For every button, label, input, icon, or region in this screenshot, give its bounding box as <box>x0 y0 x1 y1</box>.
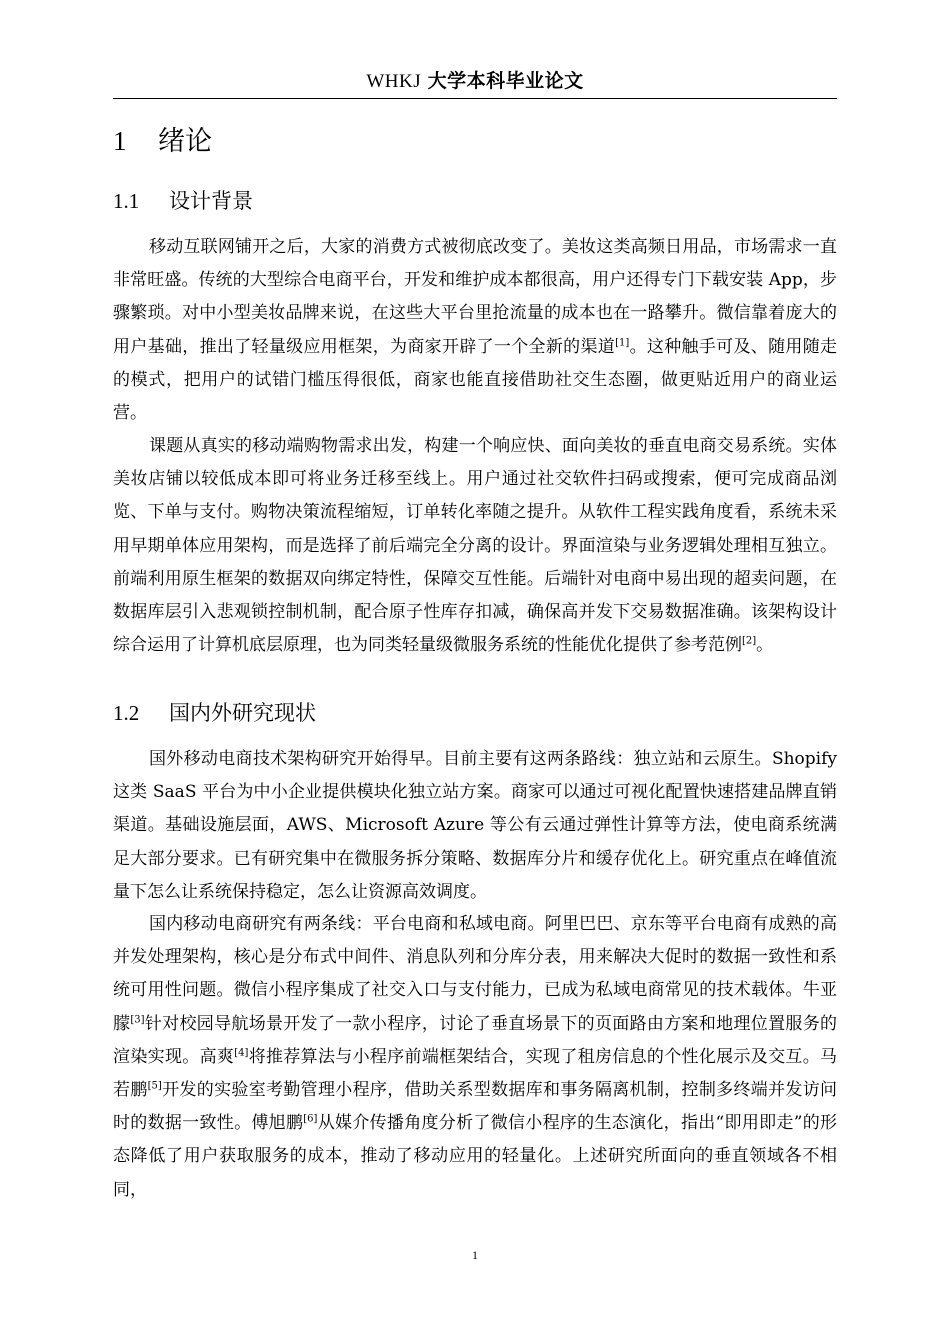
chapter-heading <box>113 122 212 161</box>
header-title: 大学本科毕业论文 <box>427 70 584 92</box>
citation-marker: [1] <box>615 336 630 348</box>
citation-marker: [4] <box>234 1047 249 1059</box>
section-number: 1.1 <box>113 189 140 213</box>
chapter-title: 绪论 <box>158 126 212 157</box>
section-title: 设计背景 <box>169 189 253 213</box>
header-school: WHKJ <box>366 71 422 92</box>
citation-marker: [2] <box>742 635 757 647</box>
section-title: 国内外研究现状 <box>169 701 316 725</box>
section-heading <box>113 698 316 728</box>
body-paragraph: 国外移动电商技术架构研究开始得早。目前主要有这两条路线：独立站和云原生。Shopify 这类 SaaS 平台为中小企业提供模块化独立站方案。商家可以通过可视化配置快速搭建品牌直销渠道。基础设施层面，AWS、Microsoft Azure 等公有云通过弹性计算等方法，使电商系统满足大部分要求。已有研究集中在微服务拆分策略、数据库分片和缓存优化上。研究重点在峰值流量下怎么让系统保持稳定，怎么让资源高效调度。 <box>113 749 837 902</box>
header-rule <box>113 98 837 99</box>
running-header <box>113 66 837 96</box>
section-heading <box>113 186 253 216</box>
citation-marker: [6] <box>303 1113 318 1125</box>
section-number: 1.2 <box>113 701 140 725</box>
chapter-number: 1 <box>113 126 127 156</box>
body-paragraph: 课题从真实的移动端购物需求出发，构建一个响应快、面向美妆的垂直电商交易系统。实体美妆店铺以较低成本即可将业务迁移至线上。用户通过社交软件扫码或搜索，便可完成商品浏览、下单与支付。购物决策流程缩短，订单转化率随之提升。从软件工程实践角度看，系统未采用早期单体应用架构，而是选择了前后端完全分离的设计。界面渲染与业务逻辑处理相互独立。前端利用原生框架的数据双向绑定特性，保障交互性能。后端针对电商中易出现的超卖问题，在数据库层引入悲观锁控制机制，配合原子性库存扣减，确保高并发下交易数据准确。该架构设计综合运用了计算机底层原理，也为同类轻量级微服务系统的性能优化提供了参考范例[2]。 <box>113 436 837 656</box>
body-paragraph: 移动互联网铺开之后，大家的消费方式被彻底改变了。美妆这类高频日用品，市场需求一直非常旺盛。传统的大型综合电商平台，开发和维护成本都很高，用户还得专门下载安装 App，步骤繁琐。对中小型美妆品牌来说，在这些大平台里抢流量的成本也在一路攀升。微信靠着庞大的用户基础，推出了轻量级应用框架，为商家开辟了一个全新的渠道[1]。这种触手可及、随用随走的模式，把用户的试错门槛压得很低，商家也能直接借助社交生态圈，做更贴近用户的商业运营。 <box>113 237 838 424</box>
citation-marker: [3] <box>130 1013 145 1025</box>
body-paragraph: 国内移动电商研究有两条线：平台电商和私域电商。阿里巴巴、京东等平台电商有成熟的高并发处理架构，核心是分布式中间件、消息队列和分库分表，用来解决大促时的数据一致性和系统可用性问题。微信小程序集成了社交入口与支付能力，已成为私域电商常见的技术载体。牛亚朦[3]针对校园导航场景开发了一款小程序，讨论了垂直场景下的页面路由方案和地理位置服务的渲染实现。高爽[4]将推荐算法与小程序前端框架结合，实现了租房信息的个性化展示及交互。马若鹏[5]开发的实验室考勤管理小程序，借助关系型数据库和事务隔离机制，控制多终端并发访问时的数据一致性。傅旭鹏[6]从媒介传播角度分析了微信小程序的生态演化，指出“即用即走”的形态降低了用户获取服务的成本，推动了移动应用的轻量化。上述研究所面向的垂直领域各不相同， <box>113 914 838 1200</box>
citation-marker: [5] <box>147 1080 162 1092</box>
page-number: 1 <box>472 1248 478 1262</box>
